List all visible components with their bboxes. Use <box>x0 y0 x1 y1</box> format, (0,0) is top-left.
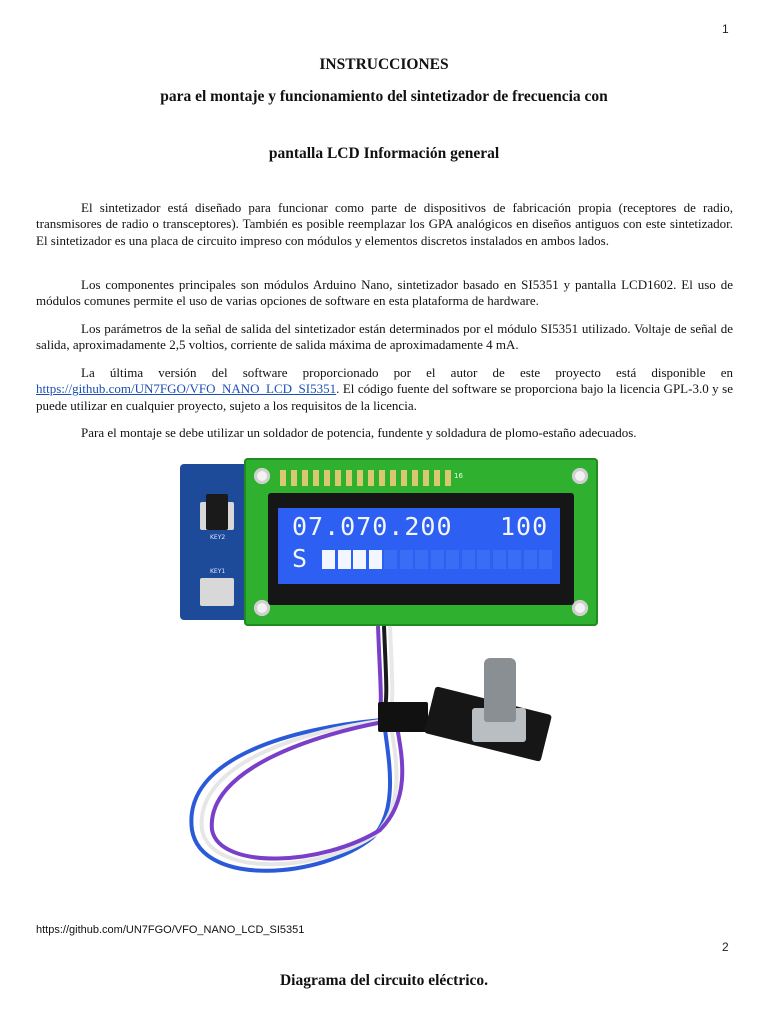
document-title: INSTRUCCIONES <box>319 56 449 73</box>
paragraph-software-text-end: . El código fuente del software se proporciona bajo la licencia GPL-3.0 y se puede utilizar en cualquier proyecto, sujeto a los requisitos de la licencia. <box>36 381 733 413</box>
key1-label: KEY1 <box>210 568 226 575</box>
paragraph-signal: Los parámetros de la señal de salida del sintetizador están determinados por el módulo SI5351 utilizado. Voltaje de señal de salida, aproximadamente 2,5 voltios, corriente de salida máxima de aproximadamente 4 mA. <box>36 321 733 353</box>
page-number-2: 2 <box>722 940 729 954</box>
footer-url: https://github.com/UN7FGO/VFO_NANO_LCD_SI5351 <box>36 924 305 936</box>
synthesizer-photo <box>172 458 602 894</box>
page-number: 1 <box>722 22 729 36</box>
page2-heading: Diagrama del circuito eléctrico. <box>279 972 489 989</box>
document-subtitle: para el montaje y funcionamiento del sintetizador de frecuencia con <box>160 88 608 105</box>
github-link[interactable]: https://github.com/UN7FGO/VFO_NANO_LCD_SI5351 <box>36 381 337 397</box>
encoder-connector <box>378 702 428 732</box>
lcd-step: 100 <box>500 512 549 541</box>
key2-label: KEY2 <box>210 534 226 541</box>
lcd-s-label: S <box>292 544 309 573</box>
encoder-knob <box>484 658 516 722</box>
wire-loop <box>172 458 602 894</box>
paragraph-intro: El sintetizador está diseñado para funcionar como parte de dispositivos de fabricación propia (receptores de radio, transmisores de radio o transceptores). También es posible reemplazar los GPA analógicos en diseños antiguos con este sintetizador. El sintetizador es una placa de circuito impreso con módulos y elementos discretos instalados en ambos lados. <box>36 200 733 248</box>
section-heading: pantalla LCD Información general <box>268 145 500 162</box>
paragraph-software-text: La última versión del software proporcionado por el autor de este proyecto está disponible en <box>81 365 733 380</box>
lcd-frequency: 07.070.200 <box>292 512 453 541</box>
pin-label: 16 <box>454 472 463 480</box>
paragraph-assembly: Para el montaje se debe utilizar un soldador de potencia, fundente y soldadura de plomo-estaño adecuados. <box>81 425 637 440</box>
paragraph-components: Los componentes principales son módulos Arduino Nano, sintetizador basado en SI5351 y pantalla LCD1602. El uso de módulos comunes permite el uso de varias opciones de software en esta plataforma de hardware. <box>36 277 733 309</box>
paragraph-software <box>36 365 733 414</box>
